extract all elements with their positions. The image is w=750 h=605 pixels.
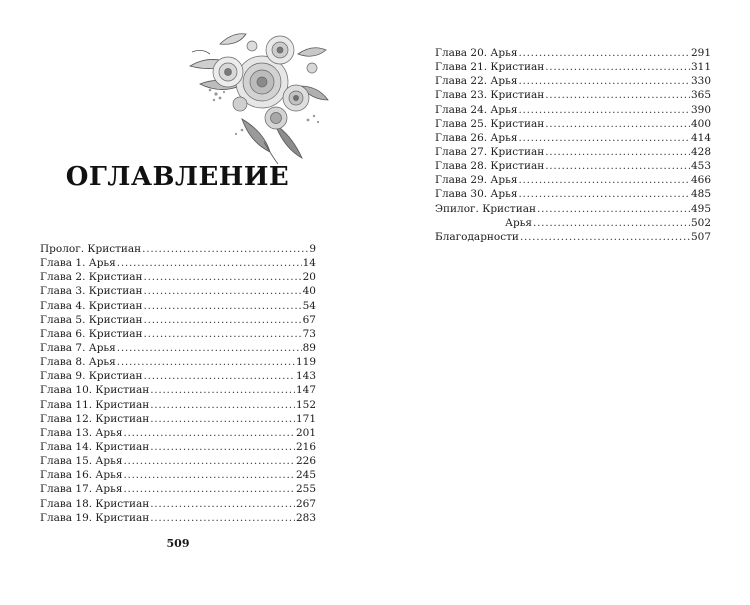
dot-leader bbox=[545, 60, 690, 74]
toc-entry-page: 67 bbox=[302, 313, 316, 326]
dot-leader bbox=[150, 412, 295, 426]
dot-leader bbox=[150, 440, 295, 454]
toc-entry-title: Глава 26. Арья bbox=[435, 131, 518, 144]
toc-entry bbox=[40, 398, 316, 412]
toc-entry bbox=[40, 412, 316, 426]
dot-leader bbox=[545, 159, 690, 173]
toc-entry-page: 20 bbox=[302, 271, 316, 284]
dot-leader bbox=[545, 117, 690, 131]
toc-entry-title: Глава 7. Арья bbox=[40, 341, 116, 354]
toc-entry-page: 54 bbox=[302, 299, 316, 312]
toc-entry-page: 143 bbox=[295, 370, 316, 383]
toc-entry-page: 40 bbox=[302, 285, 316, 298]
dot-leader bbox=[518, 46, 690, 60]
toc-entry-page: 152 bbox=[295, 398, 316, 411]
toc-entry-page: 245 bbox=[295, 469, 316, 482]
dot-leader bbox=[545, 145, 690, 159]
dot-leader bbox=[123, 454, 295, 468]
toc-entry-title: Глава 20. Арья bbox=[435, 47, 518, 59]
toc-entry bbox=[40, 270, 316, 284]
toc-entry bbox=[435, 173, 711, 187]
toc-entry-page: 119 bbox=[295, 356, 316, 369]
toc-entry-title: Глава 10. Кристиан bbox=[40, 384, 150, 397]
dot-leader bbox=[150, 383, 295, 397]
toc-entry-title: Арья bbox=[505, 216, 533, 229]
toc-entry-page: 502 bbox=[690, 216, 711, 229]
toc-entry bbox=[40, 383, 316, 397]
toc-entry-title: Глава 16. Арья bbox=[40, 469, 123, 482]
toc-entry bbox=[435, 46, 711, 60]
toc-entry bbox=[40, 327, 316, 341]
dot-leader bbox=[518, 187, 690, 201]
toc-entry-page: 495 bbox=[690, 202, 711, 215]
toc-entry bbox=[435, 74, 711, 88]
toc-entry-page: 466 bbox=[690, 174, 711, 187]
dot-leader bbox=[144, 299, 302, 313]
dot-leader bbox=[537, 202, 690, 216]
toc-entry-title: Глава 23. Кристиан bbox=[435, 89, 545, 102]
toc-entry-page: 89 bbox=[302, 341, 316, 354]
toc-entry bbox=[435, 103, 711, 117]
dot-leader bbox=[144, 313, 302, 327]
toc-entry-page: 428 bbox=[690, 145, 711, 158]
toc-entry-page: 171 bbox=[295, 412, 316, 425]
toc-entry-page: 147 bbox=[295, 384, 316, 397]
dot-leader bbox=[545, 88, 690, 102]
dot-leader bbox=[533, 216, 690, 230]
toc-entry-title: Глава 13. Арья bbox=[40, 426, 123, 439]
toc-entry-page: 283 bbox=[295, 511, 316, 524]
toc-entry bbox=[40, 468, 316, 482]
toc-entry-title: Благодарности bbox=[435, 230, 519, 243]
toc-entry-title: Глава 2. Кристиан bbox=[40, 271, 143, 284]
toc-entry-title: Глава 29. Арья bbox=[435, 174, 518, 187]
dot-leader bbox=[518, 103, 690, 117]
toc-entry bbox=[435, 159, 711, 173]
toc-entry bbox=[435, 60, 711, 74]
toc-entry bbox=[435, 202, 711, 216]
toc-entry-page: 73 bbox=[302, 327, 316, 340]
toc-entry-page: 9 bbox=[309, 243, 316, 255]
toc-entry bbox=[40, 440, 316, 454]
toc-entry-page: 400 bbox=[690, 117, 711, 130]
toc-entry bbox=[435, 230, 711, 244]
toc-entry-page: 14 bbox=[302, 257, 316, 270]
toc-entry-title: Пролог. Кристиан bbox=[40, 243, 142, 255]
toc-entry-page: 226 bbox=[295, 455, 316, 468]
toc-entry-title: Глава 15. Арья bbox=[40, 455, 123, 468]
dot-leader bbox=[123, 482, 295, 496]
toc-entry-page: 330 bbox=[690, 75, 711, 88]
toc-entry bbox=[40, 482, 316, 496]
toc-entry-page: 216 bbox=[295, 440, 316, 453]
right-page bbox=[375, 0, 750, 605]
toc-entry bbox=[40, 256, 316, 270]
toc-entry-page: 291 bbox=[690, 47, 711, 59]
toc-entry-page: 267 bbox=[295, 497, 316, 510]
toc-entry-title: Глава 17. Арья bbox=[40, 483, 123, 496]
toc-entry-title: Глава 14. Кристиан bbox=[40, 440, 150, 453]
toc-entry-title: Глава 24. Арья bbox=[435, 103, 518, 116]
toc-entry-title: Глава 5. Кристиан bbox=[40, 313, 143, 326]
toc-entry-title: Глава 4. Кристиан bbox=[40, 299, 143, 312]
dot-leader bbox=[518, 131, 690, 145]
toc-entry-title: Глава 19. Кристиан bbox=[40, 511, 150, 524]
toc-entry-page: 255 bbox=[295, 483, 316, 496]
toc-entry-title: Глава 3. Кристиан bbox=[40, 285, 143, 298]
toc-entry-page: 201 bbox=[295, 426, 316, 439]
dot-leader bbox=[150, 398, 295, 412]
toc-entry bbox=[40, 369, 316, 383]
toc-entry bbox=[40, 341, 316, 355]
toc-entry bbox=[435, 187, 711, 201]
toc-entry-title: Глава 1. Арья bbox=[40, 257, 116, 270]
dot-leader bbox=[117, 341, 302, 355]
dot-leader bbox=[123, 426, 295, 440]
dot-leader bbox=[144, 284, 302, 298]
toc-entry bbox=[435, 88, 711, 102]
toc-entry-title: Глава 8. Арья bbox=[40, 356, 116, 369]
toc-entry-page: 507 bbox=[690, 230, 711, 243]
dot-leader bbox=[144, 369, 295, 383]
toc-entry-title: Глава 30. Арья bbox=[435, 188, 518, 201]
dot-leader bbox=[123, 468, 295, 482]
toc-entry bbox=[435, 117, 711, 131]
dot-leader bbox=[144, 270, 302, 284]
toc-entry-title: Глава 6. Кристиан bbox=[40, 327, 143, 340]
dot-leader bbox=[144, 327, 302, 341]
toc-entry bbox=[40, 426, 316, 440]
dot-leader bbox=[150, 511, 295, 525]
toc-entry-page: 390 bbox=[690, 103, 711, 116]
toc-entry-title: Глава 21. Кристиан bbox=[435, 61, 545, 74]
floral-bouquet-illustration bbox=[180, 24, 330, 164]
toc-entry bbox=[40, 355, 316, 369]
toc-entry bbox=[40, 313, 316, 327]
toc-entry-page: 485 bbox=[690, 188, 711, 201]
toc-entry bbox=[40, 511, 316, 525]
toc-entry-page: 365 bbox=[690, 89, 711, 102]
page-number: 509 bbox=[166, 537, 190, 550]
toc-entry bbox=[435, 145, 711, 159]
toc-entry-title: Глава 9. Кристиан bbox=[40, 370, 143, 383]
toc-entry-page: 311 bbox=[690, 61, 711, 74]
dot-leader bbox=[520, 230, 690, 244]
toc-entry bbox=[40, 284, 316, 298]
dot-leader bbox=[518, 173, 690, 187]
toc-entry-title: Эпилог. Кристиан bbox=[435, 202, 536, 215]
toc-list-right bbox=[435, 46, 711, 244]
toc-entry bbox=[40, 497, 316, 511]
dot-leader bbox=[150, 497, 295, 511]
toc-list-left bbox=[40, 242, 316, 525]
toc-entry-title: Глава 18. Кристиан bbox=[40, 497, 150, 510]
toc-entry-title: Глава 12. Кристиан bbox=[40, 412, 150, 425]
toc-entry-title: Глава 25. Кристиан bbox=[435, 117, 545, 130]
toc-entry-page: 414 bbox=[690, 131, 711, 144]
toc-entry-title: Глава 22. Арья bbox=[435, 75, 518, 88]
toc-entry-title: Глава 28. Кристиан bbox=[435, 160, 545, 173]
toc-heading: ОГЛАВЛЕНИЕ bbox=[65, 162, 290, 192]
toc-entry bbox=[40, 242, 316, 256]
dot-leader bbox=[117, 256, 302, 270]
toc-entry bbox=[40, 299, 316, 313]
dot-leader bbox=[117, 355, 295, 369]
toc-entry bbox=[435, 131, 711, 145]
toc-entry-page: 453 bbox=[690, 160, 711, 173]
toc-entry-title: Глава 27. Кристиан bbox=[435, 145, 545, 158]
toc-entry bbox=[40, 454, 316, 468]
toc-entry-title: Глава 11. Кристиан bbox=[40, 398, 150, 411]
dot-leader bbox=[142, 242, 308, 256]
dot-leader bbox=[518, 74, 690, 88]
toc-entry bbox=[435, 216, 711, 230]
